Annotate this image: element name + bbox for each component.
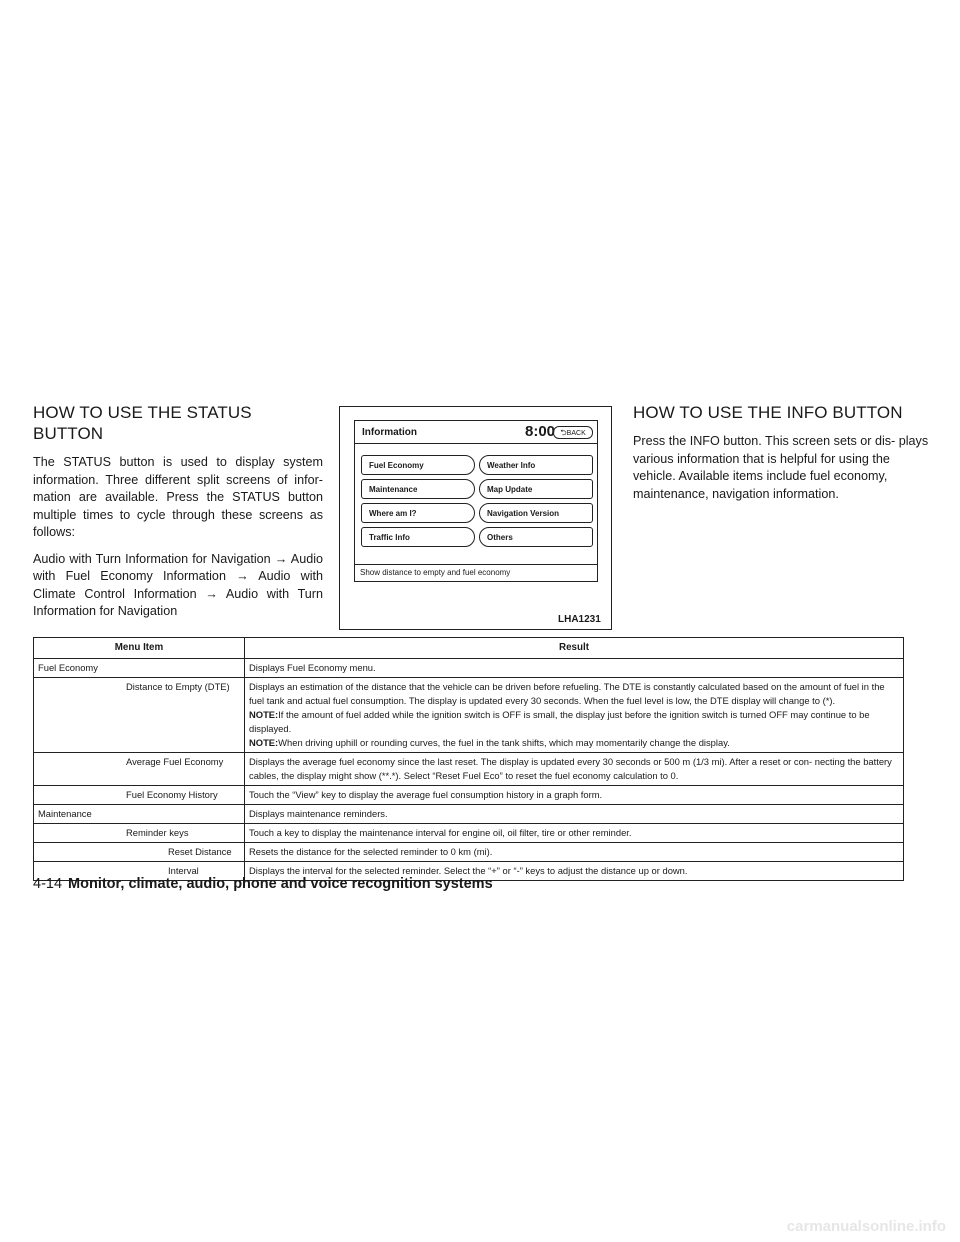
info-screen-figure xyxy=(339,406,612,630)
row-result: Displays maintenance reminders. xyxy=(245,805,904,824)
row-item: Average Fuel Economy xyxy=(126,756,224,767)
table-row xyxy=(34,805,904,824)
row-item: Distance to Empty (DTE) xyxy=(126,681,230,692)
row-result: Displays the interval for the selected reminder. Select the “+” or “-” keys to adjust the distance up or down. xyxy=(245,862,904,881)
row-result: Touch a key to display the maintenance interval for engine oil, oil filter, tire or other reminder. xyxy=(245,824,904,843)
status-paragraph-2: Audio with Turn Information for Navigation → Audio with Fuel Economy Information → Audio with Climate Control Information → Audio with Turn Information for Navigation xyxy=(33,551,323,618)
table-row xyxy=(34,678,904,753)
info-paragraph: Press the INFO button. This screen sets or dis- plays various information that is helpful for using the vehicle. Available items include fuel economy, maintenance, navigation information. xyxy=(633,434,929,501)
screen-status-bar: Show distance to empty and fuel economy xyxy=(355,564,597,581)
row-result: Displays Fuel Economy menu. xyxy=(245,659,904,678)
watermark: carmanualsonline.info xyxy=(786,1218,946,1235)
menu-fuel-economy[interactable]: Fuel Economy xyxy=(361,455,475,475)
row-result: Displays the average fuel economy since the last reset. The display is updated every 30 seconds or 500 m (1/3 mi). After a reset or con- necting the battery cables, the display might show (**.*). Select “Reset Fuel Eco” to reset the fuel economy calculation to 0. xyxy=(245,753,904,786)
status-section xyxy=(33,402,323,630)
status-heading xyxy=(33,402,323,444)
row-result-text: Displays an estimation of the distance that the vehicle can be driven before refueling. The DTE is constantly calculated based on the amount of fuel in the fuel tank and actual fuel consumption. The display is updated every 30 seconds. When the fuel level is low, the DTE display will change to (*). xyxy=(249,681,885,706)
row-result: Resets the distance for the selected reminder to 0 km (mi). xyxy=(245,843,904,862)
row-item: Fuel Economy xyxy=(38,662,98,673)
screen-clock: 8:00 xyxy=(525,423,556,440)
row-result xyxy=(245,678,904,753)
menu-table xyxy=(33,637,904,881)
section-title: Monitor, climate, audio, phone and voice recognition systems xyxy=(68,876,493,892)
table-row xyxy=(34,786,904,805)
menu-map-update[interactable]: Map Update xyxy=(479,479,593,499)
note-label: NOTE: xyxy=(249,709,279,720)
menu-others[interactable]: Others xyxy=(479,527,593,547)
row-item: Fuel Economy History xyxy=(126,789,218,800)
menu-maintenance[interactable]: Maintenance xyxy=(361,479,475,499)
table-row xyxy=(34,824,904,843)
row-item: Reminder keys xyxy=(126,827,189,838)
note-label: NOTE: xyxy=(249,737,279,748)
row-item: Reset Distance xyxy=(168,846,232,857)
status-heading-line2: BUTTON xyxy=(33,424,104,443)
note-text: If the amount of fuel added while the ignition switch is OFF is small, the display just before the ignition switch is turned OFF may continue to be displayed. xyxy=(249,709,870,734)
status-heading-line1: HOW TO USE THE STATUS xyxy=(33,403,252,422)
table-row xyxy=(34,659,904,678)
info-section xyxy=(633,402,930,512)
header-result: Result xyxy=(245,638,904,659)
screen-title: Information xyxy=(362,427,417,438)
row-item: Maintenance xyxy=(38,808,92,819)
back-label: BACK xyxy=(566,430,586,437)
note-text: When driving uphill or rounding curves, the fuel in the tank shifts, which may momentarily change the display. xyxy=(278,737,730,748)
table-row xyxy=(34,753,904,786)
row-item: Interval xyxy=(168,865,199,876)
table-header-row xyxy=(34,638,904,659)
back-arrow-icon: ⮌ xyxy=(560,428,567,437)
back-button[interactable] xyxy=(553,426,593,439)
status-paragraph-1: The STATUS button is used to display system information. Three different split screens of infor- mation are available. Press the STATUS button multiple times to cycle through these screens as follows: xyxy=(33,455,323,539)
page-number: 4-14 xyxy=(33,876,63,892)
menu-traffic-info[interactable]: Traffic Info xyxy=(361,527,475,547)
page-footer xyxy=(33,876,493,892)
info-screen xyxy=(354,420,598,582)
screen-divider xyxy=(355,443,597,444)
menu-navigation-version[interactable]: Navigation Version xyxy=(479,503,593,523)
menu-weather-info[interactable]: Weather Info xyxy=(479,455,593,475)
menu-where-am-i[interactable]: Where am I? xyxy=(361,503,475,523)
figure-code: LHA1231 xyxy=(558,614,601,625)
header-menu-item: Menu Item xyxy=(34,638,245,659)
row-result: Touch the “View” key to display the average fuel consumption history in a graph form. xyxy=(245,786,904,805)
info-heading: HOW TO USE THE INFO BUTTON xyxy=(633,403,903,422)
table-row xyxy=(34,843,904,862)
